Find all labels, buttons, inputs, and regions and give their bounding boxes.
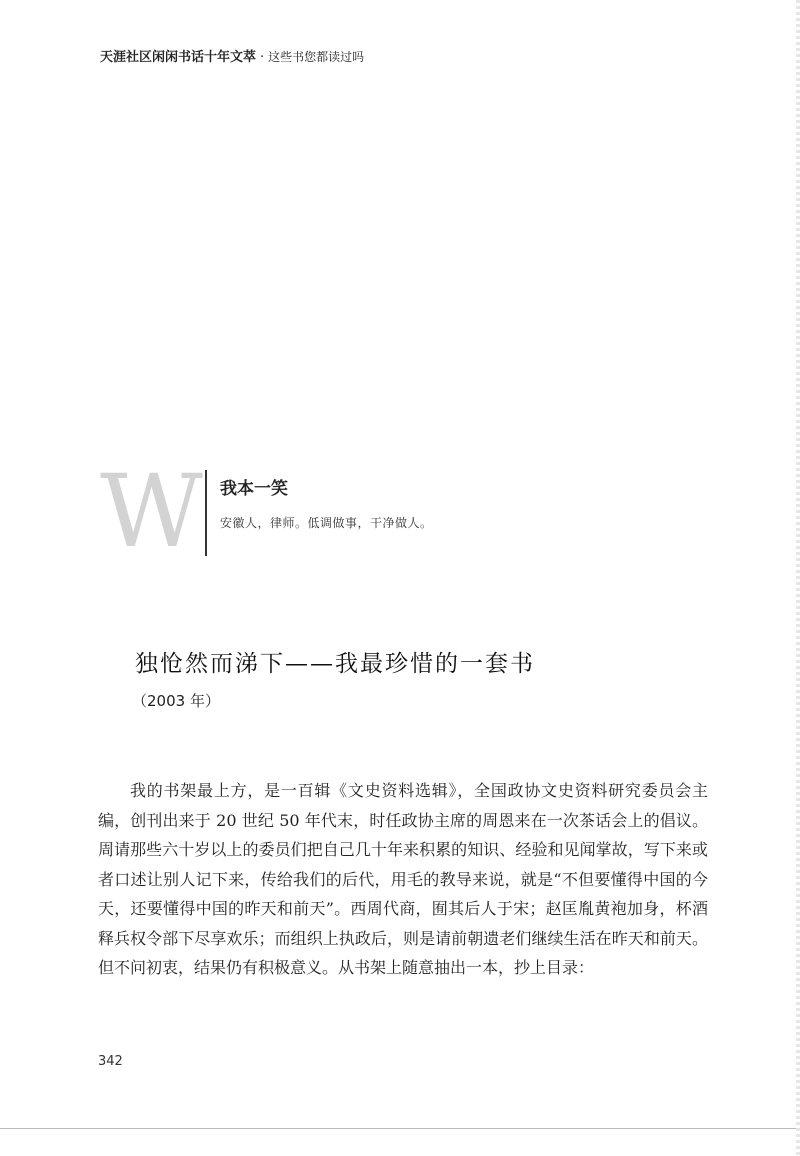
author-name: 我本一笑	[220, 479, 288, 499]
article-title: 独怆然而涕下——我最珍惜的一套书	[135, 651, 535, 677]
section-title: 这些书您都读过吗	[268, 50, 365, 64]
header-separator: ·	[260, 50, 265, 65]
article-year: （2003 年）	[132, 692, 220, 710]
page-right-edge	[796, 0, 800, 1156]
author-description: 安徽人，律师。低调做事，干净做人。	[220, 516, 433, 530]
page-bottom-edge	[0, 1128, 800, 1129]
author-initial: W	[100, 453, 197, 570]
author-block	[100, 453, 700, 570]
article-body: 我的书架最上方，是一百辑《文史资料选辑》，全国政协文史资料研究委员会主编，创刊出来于 20 世纪 50 年代末，时任政协主席的周恩来在一次茶话会上的倡议。周请那些六十岁以上的委员们把自己几十年来积累的知识、经验和见闻掌故，写下来或者口述让别人记下来，传给我们的后代，用毛的教导来说，就是“不但要懂得中国的今天，还要懂得中国的昨天和前天”。西周代商，囿其后人于宋；赵匡胤黄袍加身，杯酒释兵权令部下尽享欢乐；而组织上执政后，则是请前朝遗老们继续生活在昨天和前天。但不问初衷，结果仍有积极意义。从书架上随意抽出一本，抄上目录：	[98, 781, 708, 977]
book-title: 天涯社区闲闲书话十年文萃	[100, 50, 257, 65]
running-header	[100, 46, 364, 65]
author-divider	[205, 470, 207, 556]
page-number: 342	[98, 1054, 123, 1069]
